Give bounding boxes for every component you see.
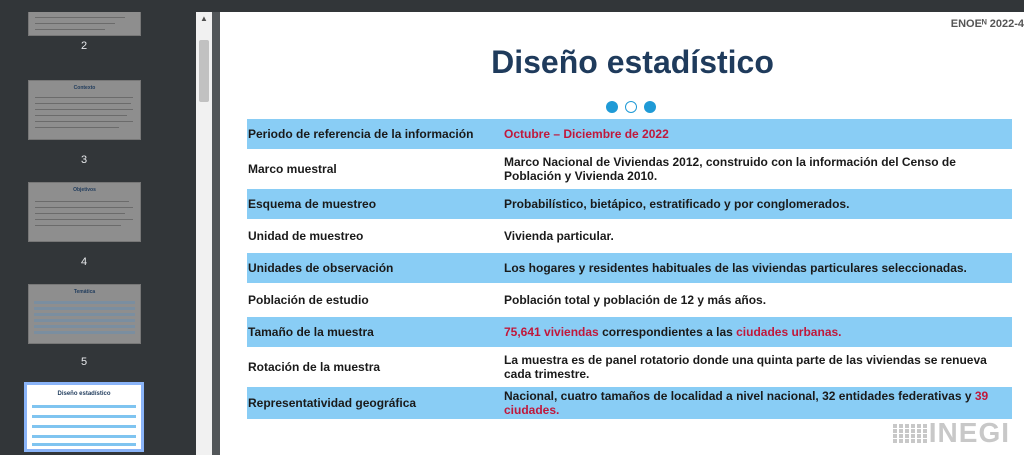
thumbnail-image-selected[interactable]: [24, 382, 144, 452]
thumbnail-sidebar: [0, 12, 196, 455]
thumbnail-title: Temática: [73, 289, 96, 295]
scrollbar-thumb[interactable]: [199, 40, 209, 102]
thumbnail-title: Objetivos: [73, 187, 96, 193]
table-row: [247, 253, 1012, 283]
table-row: [247, 285, 1012, 315]
table-row: [247, 387, 1012, 419]
row-label: Tamaño de la muestra: [247, 317, 504, 347]
highlight-text: 75,641 viviendas: [504, 325, 599, 339]
highlight-text: 39 ciudades.: [504, 389, 989, 417]
thumbnail-page-number: 3: [80, 154, 88, 166]
row-value: [504, 349, 1012, 385]
highlight-text: Octubre – Diciembre de 2022: [504, 127, 669, 141]
table-row: [247, 317, 1012, 347]
value-text: Nacional, cuatro tamaños de localidad a nivel nacional, 32 entidades federativas y: [504, 389, 975, 403]
scroll-up-arrow-icon[interactable]: ▲: [200, 14, 208, 23]
thumbnail-image[interactable]: [28, 284, 141, 344]
table-row: [247, 189, 1012, 219]
value-text: Vivienda particular.: [504, 229, 614, 243]
viewer-top-bar: [0, 0, 1024, 12]
value-text: La muestra es de panel rotatorio donde una quinta parte de las viviendas se renueva cada trimestre.: [504, 353, 987, 381]
page-title: Diseño estadístico: [491, 44, 774, 80]
value-text: Marco Nacional de Viviendas 2012, construido con la información del Censo de Población y Vivienda 2010.: [504, 155, 956, 183]
survey-code: ENOEᴺ 2022-4: [950, 18, 1024, 30]
table-row: [247, 221, 1012, 251]
decorative-dots: [606, 101, 656, 113]
row-label: Rotación de la muestra: [247, 349, 504, 385]
row-label: Esquema de muestreo: [247, 189, 504, 219]
row-label: Unidad de muestreo: [247, 221, 504, 251]
table-row: [247, 119, 1012, 149]
row-value: [504, 151, 1012, 187]
row-value: [504, 317, 1012, 347]
value-text: Probabilístico, bietápico, estratificado y por conglomerados.: [504, 197, 850, 211]
page-gutter: [212, 12, 220, 455]
row-label: Población de estudio: [247, 285, 504, 315]
inegi-logo-text: INEGI: [928, 417, 1010, 448]
row-label: Periodo de referencia de la información: [247, 119, 504, 149]
document-page: [220, 12, 1024, 455]
thumbnail-page-number: 5: [80, 356, 88, 368]
thumbnail-page-number: 2: [80, 40, 88, 52]
row-label: Marco muestral: [247, 151, 504, 187]
highlight-text: ciudades urbanas.: [736, 325, 842, 339]
thumbnail-image[interactable]: [28, 12, 141, 36]
thumbnail-page-number: 4: [80, 256, 88, 268]
row-label: Representatividad geográfica: [247, 387, 504, 419]
dot-icon: [644, 101, 656, 113]
table-row: [247, 151, 1012, 187]
row-value: [504, 221, 1012, 251]
dot-icon: [625, 101, 637, 113]
thumbnail-image[interactable]: [28, 80, 141, 140]
inegi-logo: [893, 417, 1010, 449]
statistical-design-table: [247, 117, 1012, 421]
row-value: [504, 387, 1012, 419]
thumbnail-image[interactable]: [28, 182, 141, 242]
thumbnail-title: Contexto: [73, 85, 96, 91]
dot-icon: [606, 101, 618, 113]
sidebar-scrollbar[interactable]: [196, 12, 212, 455]
row-value: [504, 189, 1012, 219]
table-row: [247, 349, 1012, 385]
row-value: [504, 119, 1012, 149]
row-value: [504, 253, 1012, 283]
value-text: Los hogares y residentes habituales de las viviendas particulares seleccionadas.: [504, 261, 967, 275]
value-text: correspondientes a las: [598, 325, 737, 339]
inegi-logo-grid-icon: [893, 420, 927, 446]
thumbnail-title: Diseño estadístico: [57, 391, 111, 397]
row-value: [504, 285, 1012, 315]
row-label: Unidades de observación: [247, 253, 504, 283]
value-text: Población total y población de 12 y más años.: [504, 293, 767, 307]
